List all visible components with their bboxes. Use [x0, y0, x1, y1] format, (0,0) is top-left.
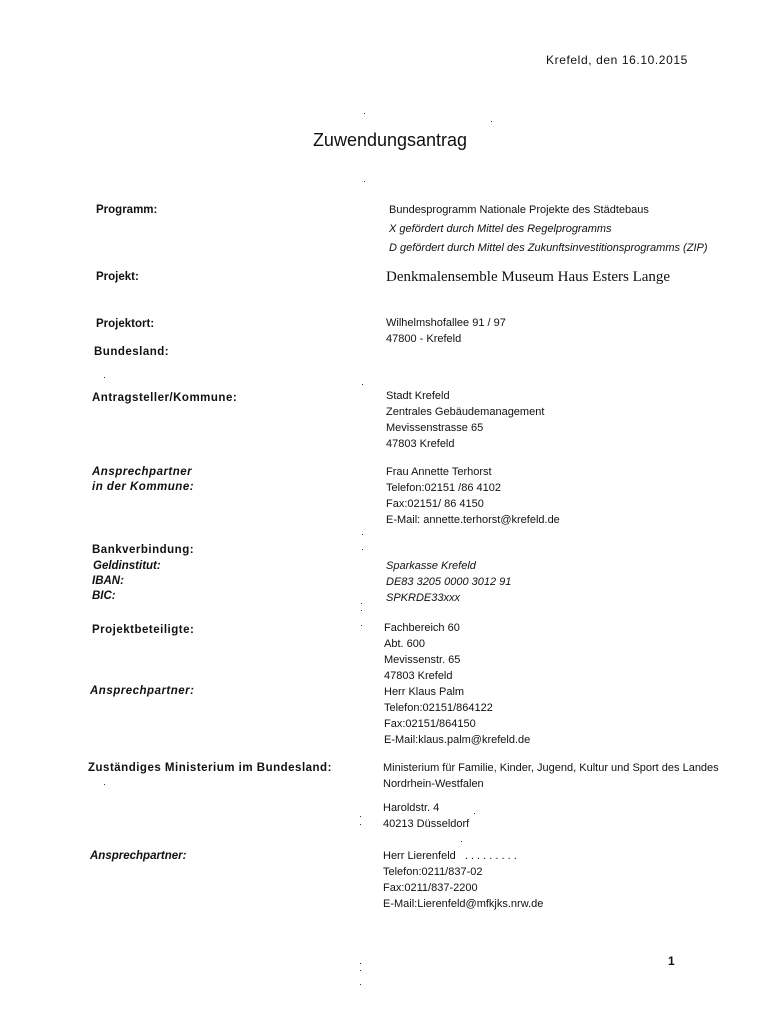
projektort-label: Projektort: [96, 318, 155, 330]
address-line: 40213 Düsseldorf [383, 818, 470, 830]
scan-speck [361, 625, 362, 626]
scan-speck [461, 841, 462, 842]
antragsteller-value [386, 388, 544, 452]
projektbeteiligte-value [384, 620, 530, 748]
geldinstitut-value: Sparkasse Krefeld [386, 560, 476, 572]
address-line: Mevissenstr. 65 [384, 654, 461, 666]
antragsteller-label: Antragsteller/Kommune: [92, 392, 238, 404]
scan-speck [361, 603, 362, 604]
antragsteller-line: Zentrales Gebäudemanagement [386, 406, 545, 418]
bic-value: SPKRDE33xxx [386, 592, 460, 604]
contact-line: Frau Annette Terhorst [386, 466, 492, 478]
dot-leader: . . . . . . . . . [464, 850, 517, 862]
ministerium-label: Zuständiges Ministerium im Bundesland: [88, 762, 332, 774]
iban-value: DE83 3205 0000 3012 91 [386, 576, 512, 588]
scan-speck [362, 534, 363, 535]
contact-line: Fax:02151/ 86 4150 [386, 498, 484, 510]
ansprechpartner-ministerium-value [383, 848, 543, 912]
programm-line: X gefördert durch Mittel des Regelprogramms [389, 223, 612, 235]
address-line: Haroldstr. 4 [383, 802, 440, 814]
ministerium-value [383, 760, 719, 792]
scan-speck [360, 816, 361, 817]
contact-line: Telefon:02151 /86 4102 [386, 482, 501, 494]
address-line: 47803 Krefeld [384, 670, 453, 682]
programm-line: D gefördert durch Mittel des Zukunftsinvestitionsprogramms (ZIP) [389, 242, 708, 254]
scan-speck [361, 610, 362, 611]
contact-line: Fax:02151/864150 [384, 718, 476, 730]
ansprechpartner-projekt-label: Ansprechpartner: [90, 685, 195, 697]
contact-line: E-Mail:Lierenfeld@mfkjks.nrw.de [383, 898, 544, 910]
scan-speck [364, 113, 365, 114]
bankverbindung-label: Bankverbindung: [92, 544, 195, 556]
label-line: in der Kommune: [92, 481, 195, 493]
scan-speck [360, 824, 361, 825]
antragsteller-line: Stadt Krefeld [386, 390, 450, 402]
scan-speck [491, 121, 492, 122]
scan-speck [360, 970, 361, 971]
programm-value [389, 202, 708, 256]
contact-line: Telefon:02151/864122 [384, 702, 493, 714]
scan-speck [474, 813, 475, 814]
geldinstitut-label: Geldinstitut: [93, 560, 161, 572]
address-line: Fachbereich 60 [384, 622, 460, 634]
scan-speck [362, 384, 363, 385]
ministerium-line: Ministerium für Familie, Kinder, Jugend, Kultur und Sport des Landes [383, 762, 719, 774]
address-line: Abt. 600 [384, 638, 425, 650]
contact-line [383, 848, 543, 864]
projektort-value [386, 315, 506, 347]
projekt-value: Denkmalensemble Museum Haus Esters Lange [386, 269, 671, 285]
contact-line: E-Mail: annette.terhorst@krefeld.de [386, 514, 560, 526]
iban-label: IBAN: [92, 575, 124, 587]
bank-value [386, 558, 511, 606]
contact-line: Fax:0211/837-2200 [383, 882, 478, 894]
contact-line: E-Mail:klaus.palm@krefeld.de [384, 734, 531, 746]
contact-line: Telefon:0211/837-02 [383, 866, 483, 878]
antragsteller-line: 47803 Krefeld [386, 438, 455, 450]
contact-line: Herr Klaus Palm [384, 686, 465, 698]
ministerium-line: Nordrhein-Westfalen [383, 778, 484, 790]
scan-speck [104, 784, 105, 785]
antragsteller-line: Mevissenstrasse 65 [386, 422, 484, 434]
projektbeteiligte-label: Projektbeteiligte: [92, 624, 195, 636]
bic-label: BIC: [92, 590, 116, 602]
document-date: Krefeld, den 16.10.2015 [546, 53, 688, 67]
contact-name: Herr Lierenfeld [383, 850, 456, 862]
scan-speck [360, 984, 361, 985]
projektort-line: 47800 - Krefeld [386, 333, 462, 345]
document-title: Zuwendungsantrag [312, 130, 468, 150]
ansprechpartner-kommune-label [92, 466, 194, 493]
scan-speck [360, 963, 361, 964]
programm-label: Programm: [96, 204, 158, 216]
projektort-line: Wilhelmshofallee 91 / 97 [386, 317, 506, 329]
scan-speck [362, 549, 363, 550]
programm-line: Bundesprogramm Nationale Projekte des Städtebaus [389, 204, 649, 216]
bundesland-label: Bundesland: [94, 346, 170, 358]
ansprechpartner-ministerium-label: Ansprechpartner: [90, 850, 187, 862]
scan-speck [364, 181, 365, 182]
ministerium-address [383, 800, 469, 832]
scan-speck [104, 377, 105, 378]
projekt-label: Projekt: [96, 271, 139, 283]
label-line: Ansprechpartner [92, 466, 193, 478]
ansprechpartner-kommune-value [386, 464, 560, 528]
page-number: 1 [668, 954, 675, 968]
